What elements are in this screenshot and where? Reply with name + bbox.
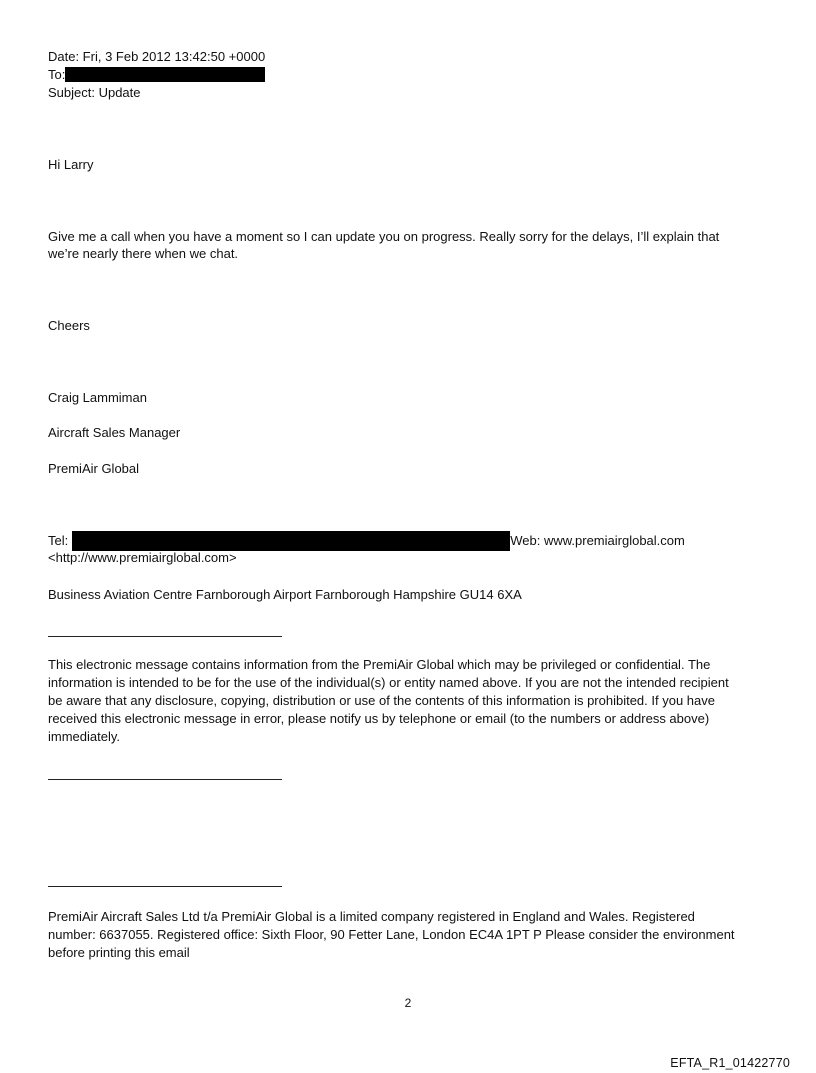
divider — [48, 636, 282, 637]
disclaimer-line: be aware that any disclosure, copying, distribution or use of the contents of this information is prohibited. If you have — [48, 693, 715, 708]
footer-line: PremiAir Aircraft Sales Ltd t/a PremiAir Global is a limited company registered in England and Wales. Registered — [48, 909, 695, 924]
disclaimer-line: received this electronic message in error, please notify us by telephone or email (to the numbers or address above) — [48, 711, 710, 726]
page-number: 2 — [404, 996, 412, 1010]
subject-line: Subject: Update — [48, 85, 141, 100]
disclaimer-line: immediately. — [48, 729, 121, 744]
to-line — [48, 66, 265, 84]
message-line-1: Give me a call when you have a moment so I can update you on progress. Really sorry for the delays, I’ll explain that — [48, 229, 720, 244]
closing: Cheers — [48, 318, 90, 333]
address-line: Business Aviation Centre Farnborough Airport Farnborough Hampshire GU14 6XA — [48, 587, 522, 602]
signature-company: PremiAir Global — [48, 461, 140, 476]
footer-line: number: 6637055. Registered office: Sixth Floor, 90 Fetter Lane, London EC4A 1PT P Please consider the environment — [48, 927, 735, 942]
redaction-bar — [72, 531, 510, 551]
web-link[interactable]: <http://www.premiairglobal.com> — [48, 550, 237, 565]
message-line-2: we’re nearly there when we chat. — [48, 246, 239, 261]
to-label: To: — [48, 67, 66, 82]
company-footer — [48, 908, 773, 962]
redaction-bar — [65, 67, 265, 82]
date-line: Date: Fri, 3 Feb 2012 13:42:50 +0000 — [48, 49, 266, 64]
signature-title: Aircraft Sales Manager — [48, 425, 181, 440]
divider — [48, 779, 282, 780]
web-text: Web: www.premiairglobal.com — [510, 533, 685, 548]
greeting: Hi Larry — [48, 157, 94, 172]
disclaimer-line: information is intended to be for the use of the individual(s) or entity named above. If you are not the intended recipient — [48, 675, 729, 690]
signature-name: Craig Lammiman — [48, 390, 147, 405]
divider — [48, 886, 282, 887]
bates-number: EFTA_R1_01422770 — [670, 1056, 790, 1070]
tel-label: Tel: — [48, 533, 69, 548]
disclaimer-line: This electronic message contains information from the PremiAir Global which may be privileged or confidential. The — [48, 657, 711, 672]
footer-line: before printing this email — [48, 945, 190, 960]
disclaimer — [48, 656, 773, 746]
